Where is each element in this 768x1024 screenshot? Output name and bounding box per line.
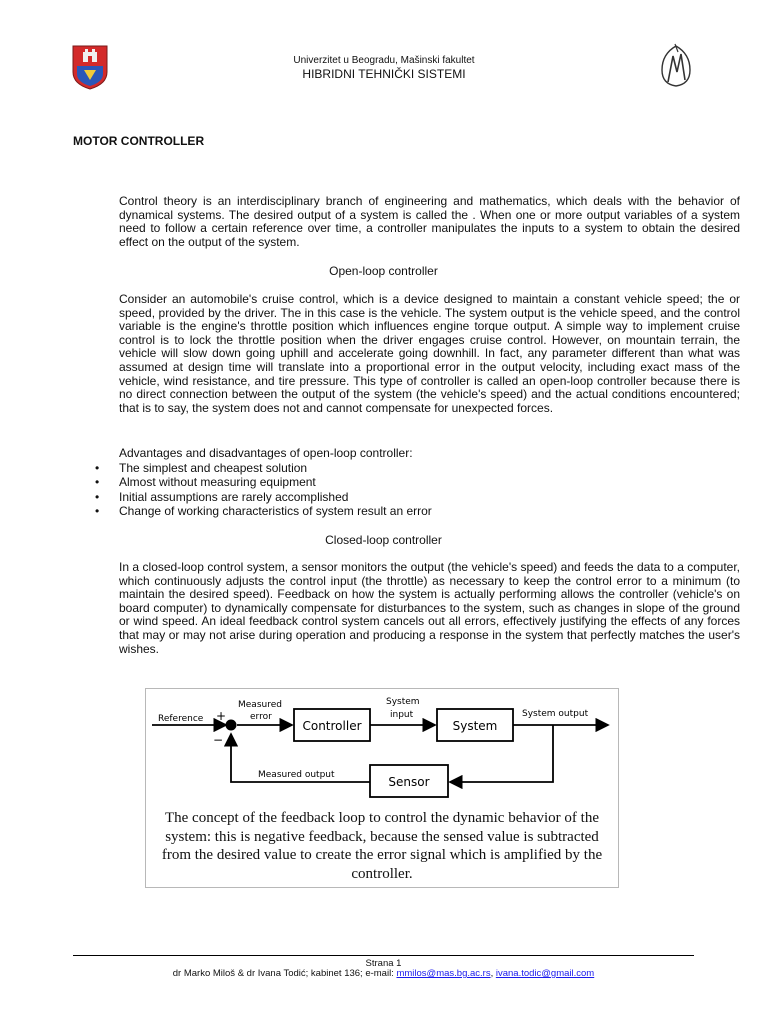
list-item: • Initial assumptions are rarely accomplished bbox=[95, 489, 349, 504]
advantages-section bbox=[73, 446, 694, 519]
reference-label: Reference bbox=[158, 714, 204, 724]
faculty-logo-icon bbox=[656, 42, 696, 90]
summing-junction bbox=[226, 720, 237, 731]
email-link-1[interactable]: mmilos@mas.bg.ac.rs bbox=[396, 968, 491, 979]
open-loop-heading: Open-loop controller bbox=[329, 264, 438, 278]
footer-divider bbox=[73, 955, 694, 956]
plus-sign: + bbox=[216, 709, 227, 723]
intro-paragraph: Control theory is an interdisciplinary branch of engineering and mathematics, which deals with the behavior of dynamical systems. The desired output of a system is called the . When one or more output variables of a system need to follow a certain reference over time, a controller manipulates the inputs to a system to obtain the desired effect on the output of the system. bbox=[119, 194, 740, 249]
sensor-label: Sensor bbox=[388, 775, 430, 789]
course-title: HIBRIDNI TEHNIČKI SISTEMI bbox=[302, 67, 466, 81]
page-number: Strana 1 bbox=[365, 958, 402, 969]
email-link-2[interactable]: ivana.todic@gmail.com bbox=[495, 968, 595, 979]
bullet-icon: • bbox=[95, 475, 100, 489]
list-item: • Almost without measuring equipment bbox=[95, 475, 316, 489]
open-loop-paragraph: Consider an automobile's cruise control, which is a device designed to maintain a constant vehicle speed; the or speed, provided by the driver. The in this case is the vehicle. The system output is the vehicle speed, and the control variable is the engine's throttle position which influences engine torque output. A simple way to implement cruise control is to lock the throttle position when the driver engages cruise control. However, on mountain terrain, the vehicle will slow down going uphill and accelerate going downhill. In fact, any parameter different than what was assumed at design time will translate into a proportional error in the output velocity, including exact mass of the vehicle, wind resistance, and tire pressure. This type of controller is called an open-loop controller because there is no direct connection between the output of the system (the vehicle's speed) and the actual conditions encountered; that is to say, the system does not and cannot compensate for unexpected forces. bbox=[119, 292, 740, 415]
closed-loop-paragraph: In a closed-loop control system, a sensor monitors the output (the vehicle's speed) and feeds the data to a computer, which continuously adjusts the control input (the throttle) as necessary to keep the control error to a minimum (to maintain the desired speed). Feedback on how the system is actually performing allows the controller (vehicle's on board computer) to dynamically compensate for disturbances to the system, such as changes in slope of the ground or wind speed. An ideal feedback control system cancels out all errors, effectively justifying the effects of any forces that may or may not arise during operation and producing a response in the system that perfectly matches the user's wishes. bbox=[119, 560, 740, 656]
system-output-label: System output bbox=[522, 709, 589, 719]
feedback-loop-figure bbox=[145, 688, 619, 888]
measured-error-label-2: error bbox=[250, 712, 272, 722]
advantages-list bbox=[73, 461, 694, 519]
closed-loop-heading: Closed-loop controller bbox=[325, 533, 442, 547]
feedback-loop-diagram bbox=[146, 689, 618, 807]
document-title: MOTOR CONTROLLER bbox=[73, 134, 205, 148]
page-header bbox=[0, 40, 768, 100]
system-label: System bbox=[452, 719, 498, 733]
footer-contact: dr Marko Miloš & dr Ivana Todić; kabinet 136; e-mail: mmilos@mas.bg.ac.rs, ivana.todic@gmail.com bbox=[172, 968, 595, 979]
system-input-label-2: input bbox=[390, 710, 414, 720]
bullet-icon: • bbox=[95, 504, 100, 518]
bullet-icon: • bbox=[95, 460, 100, 475]
measured-error-label-1: Measured bbox=[238, 700, 282, 710]
minus-sign: − bbox=[213, 733, 224, 747]
university-crest-icon bbox=[71, 44, 109, 90]
list-item: • Change of working characteristics of system result an error bbox=[95, 504, 432, 518]
university-name: Univerzitet u Beogradu, Mašinski fakultet bbox=[293, 55, 475, 66]
controller-label: Controller bbox=[302, 719, 362, 733]
system-input-label-1: System bbox=[386, 697, 420, 707]
bullet-icon: • bbox=[95, 489, 100, 504]
list-item: • The simplest and cheapest solution bbox=[95, 460, 308, 475]
measured-output-label: Measured output bbox=[258, 770, 335, 780]
footer-authors: dr Marko Miloš & dr Ivana Todić; kabinet 136; e-mail: bbox=[172, 968, 397, 979]
figure-caption: The concept of the feedback loop to control the dynamic behavior of the system: this is negative feedback, because the sensed value is subtracted from the desired value to create the error signal which is amplified by the controller. bbox=[161, 810, 603, 882]
advantages-intro: Advantages and disadvantages of open-loop controller: bbox=[119, 446, 413, 460]
